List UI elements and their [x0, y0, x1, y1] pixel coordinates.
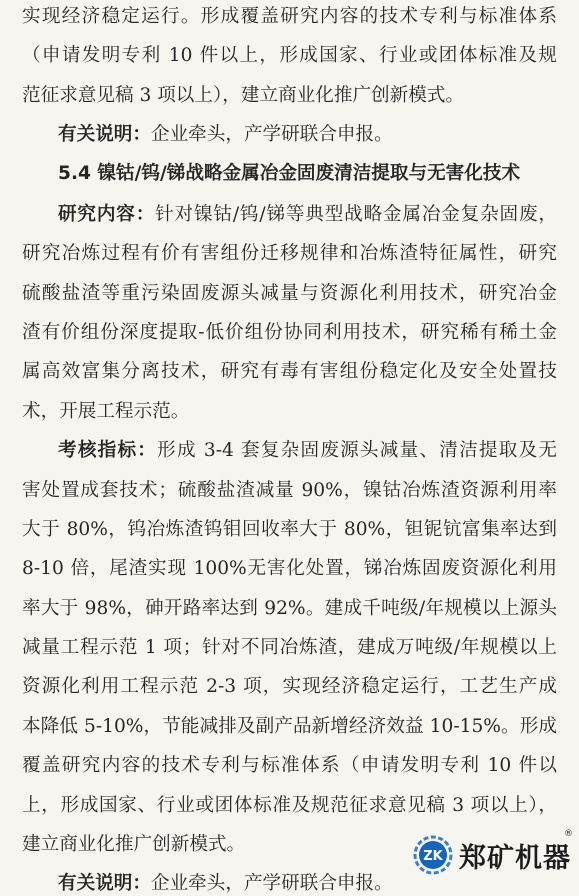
- paragraph-line: 术，开展工程示范。: [22, 401, 190, 422]
- paragraph-line: 资源化利用工程示范 2-3 项，实现经济稳定运行，工艺生产成: [22, 676, 557, 697]
- related-note-label: 有关说明：: [58, 873, 151, 894]
- assessment-label: 考核指标：: [58, 440, 158, 461]
- section-heading: 5.4 镍钴/钨/锑战略金属冶金固废清洁提取与无害化技术: [58, 163, 521, 184]
- related-note-line: [58, 123, 557, 147]
- paragraph-line: 实现经济稳定运行。形成覆盖研究内容的技术专利与标准体系: [22, 6, 557, 27]
- related-note-text: 企业牵头，产学研联合申报。: [150, 124, 393, 145]
- paragraph-line: 害处置成套技术；硫酸盐渣减量 90%，镍钴冶炼渣资源利用率: [22, 480, 557, 501]
- paragraph-line: 覆盖研究内容的技术专利与标准体系（申请发明专利 10 件以: [22, 755, 557, 776]
- brand-watermark: [413, 829, 573, 875]
- logo-badge-text: ZK: [423, 849, 443, 864]
- brand-name: 郑矿机器: [459, 842, 571, 874]
- zk-logo-icon: [413, 835, 453, 875]
- paragraph-line: 渣有价组份深度提取-低价组份协同利用技术，研究稀有稀土金: [22, 322, 557, 343]
- research-content-line: [58, 203, 557, 227]
- paragraph-line: 上，形成国家、行业或团体标准及规范征求意见稿 3 项以上），: [22, 795, 557, 816]
- paragraph-line: 减量工程示范 1 项；针对不同冶炼渣，建成万吨级/年规模以上: [22, 637, 557, 658]
- paragraph-line: （申请发明专利 10 件以上，形成国家、行业或团体标准及规: [22, 45, 557, 66]
- paragraph-line: 率大于 98%，砷开路率达到 92%。建成千吨级/年规模以上源头: [22, 598, 557, 619]
- assessment-text: 形成 3-4 套复杂固废源头减量、清洁提取及无: [157, 440, 557, 461]
- assessment-line: [58, 439, 557, 463]
- related-note-text: 企业牵头，产学研联合申报。: [150, 873, 393, 894]
- paragraph-line: 8-10 倍，尾渣实现 100%无害化处置，锑冶炼固废资源化利用: [22, 558, 557, 579]
- paragraph-line: 硫酸盐渣等重污染固废源头减量与资源化利用技术，研究冶金: [22, 283, 557, 304]
- research-content-label: 研究内容：: [58, 204, 156, 225]
- paragraph-line: 大于 80%，钨冶炼渣钨钼回收率大于 80%，钽铌钪富集率达到: [22, 519, 557, 540]
- research-content-text: 针对镍钴/钨/锑等典型战略金属冶金复杂固废，: [155, 204, 557, 225]
- paragraph-line: 本降低 5-10%，节能减排及副产品新增经济效益 10-15%。形成: [22, 716, 557, 737]
- paragraph-line: 研究冶炼过程有价有害组份迁移规律和冶炼渣特征属性，研究: [22, 243, 557, 264]
- paragraph-line: 建立商业化推广创新模式。: [22, 834, 246, 855]
- related-note-label: 有关说明：: [58, 124, 151, 145]
- paragraph-line: 范征求意见稿 3 项以上），建立商业化推广创新模式。: [22, 85, 465, 106]
- related-note-line: [58, 872, 557, 896]
- paragraph-line: 属高效富集分离技术，研究有毒有害组份稳定化及安全处置技: [22, 361, 557, 382]
- registered-mark: ®: [564, 829, 573, 839]
